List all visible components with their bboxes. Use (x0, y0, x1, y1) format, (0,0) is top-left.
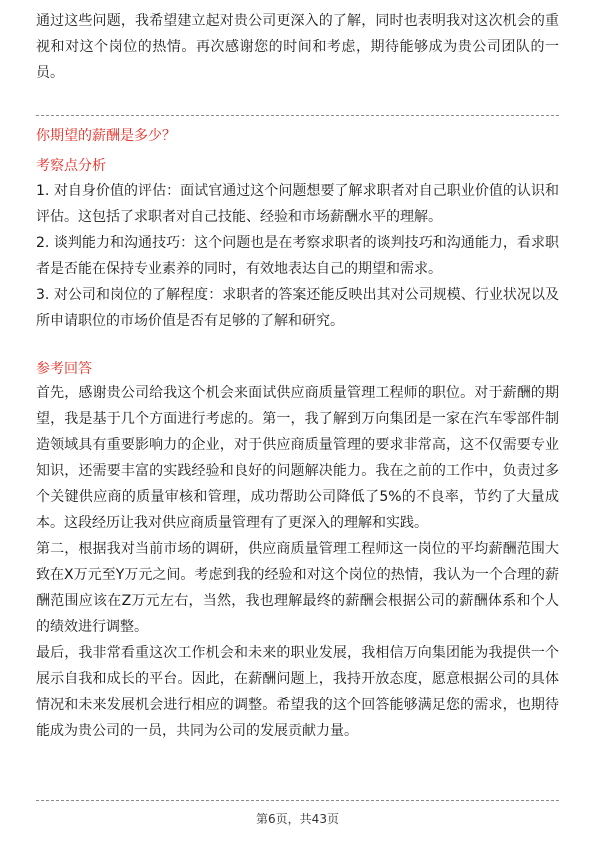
answer-paragraph-2: 第二，根据我对当前市场的调研，供应商质量管理工程师这一岗位的平均薪酬范围大致在X万元至Y万元之间。考虑到我的经验和对这个岗位的热情，我认为一个合理的薪酬范围应该在Z万元左右，当然，我也理解最终的薪酬会根据公司的薪酬体系和个人的绩效进行调整。 (36, 541, 559, 635)
top-divider (36, 115, 559, 116)
analysis-item-1: 1. 对自身价值的评估：面试官通过这个问题想要了解求职者对自己职业价值的认识和评估。这包括了求职者对自己技能、经验和市场薪酬水平的理解。 (36, 183, 559, 225)
analysis-list (36, 178, 559, 334)
analysis-item-3: 3. 对公司和岗位的了解程度：求职者的答案还能反映出其对公司规模、行业状况以及所申请职位的市场价值是否有足够的了解和研究。 (36, 287, 559, 329)
intro-paragraph: 通过这些问题，我希望建立起对贵公司更深入的了解，同时也表明我对这次机会的重视和对这个岗位的热情。再次感谢您的时间和考虑，期待能够成为贵公司团队的一员。 (36, 13, 559, 81)
analysis-item-2: 2. 谈判能力和沟通技巧：这个问题也是在考察求职者的谈判技巧和沟通能力，看求职者是否能在保持专业素养的同时，有效地表达自己的期望和需求。 (36, 235, 559, 277)
page-number: 第6页，共43页 (256, 812, 339, 826)
bottom-divider (36, 800, 559, 801)
question-heading: 你期望的薪酬是多少？ (36, 128, 176, 144)
answer-paragraph-1: 首先，感谢贵公司给我这个机会来面试供应商质量管理工程师的职位。对于薪酬的期望，我是基于几个方面进行考虑的。第一，我了解到万向集团是一家在汽车零部件制造领域具有重要影响力的企业，对于供应商质量管理的要求非常高，这不仅需要专业知识，还需要丰富的实践经验和良好的问题解决能力。我在之前的工作中，负责过多个关键供应商的质量审核和管理，成功帮助公司降低了5%的不良率，节约了大量成本。这段经历让我对供应商质量管理有了更深入的理解和实践。 (36, 385, 559, 531)
answer-body (36, 380, 559, 744)
analysis-heading: 考察点分析 (36, 158, 106, 174)
answer-heading: 参考回答 (36, 361, 92, 377)
answer-paragraph-3: 最后，我非常看重这次工作机会和未来的职业发展，我相信万向集团能为我提供一个展示自我和成长的平台。因此，在薪酬问题上，我持开放态度，愿意根据公司的具体情况和未来发展机会进行相应的调整。希望我的这个回答能够满足您的需求，也期待能成为贵公司的一员，共同为公司的发展贡献力量。 (36, 645, 559, 739)
